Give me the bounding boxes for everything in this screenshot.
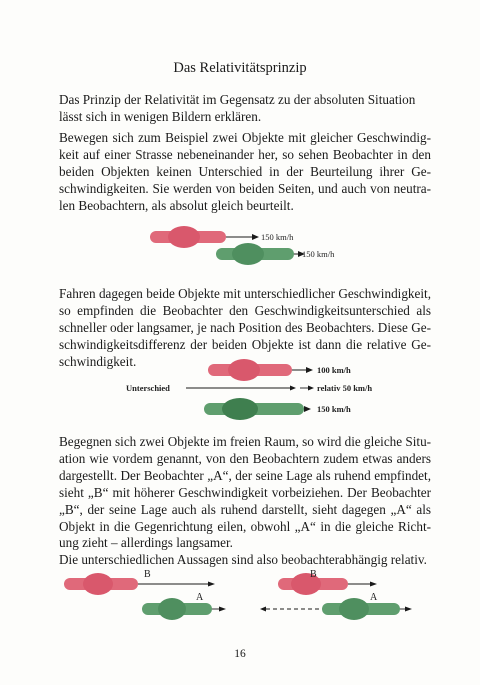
text-line: dargestellt. Der Beobachter „A“, der seine Lage als ruhend empfindet, — [59, 467, 431, 483]
text-line: schwindigkeit. — [59, 353, 137, 369]
text-line: ation wie vordem genannt, von den Beobachtern zudem etwas anders — [59, 450, 431, 466]
arrow-head — [370, 582, 377, 587]
arrow-head — [208, 582, 215, 587]
text-line: schneller oder langsamer, je nach Position des Beobachters. Diese Ge- — [59, 319, 431, 335]
text-line: Die unterschiedlichen Aussagen sind also beobachterabhängig relativ. — [59, 552, 427, 568]
speed-label-red: 100 km/h — [317, 365, 351, 375]
page-title: Das Relativitätsprinzip — [173, 60, 307, 76]
text-line: „B“, der seine Lage auch als ruhend darstellt, sieht dagegen „A“ als — [59, 501, 431, 517]
text-line: keit auf einer Strasse nebeneinander her, so sehen Beobachter in den — [59, 146, 431, 162]
text-line: so empfinden die Beobachter den Geschwindigkeitsunterschied als — [59, 302, 431, 318]
text-line: beiden Objekten keinen Unterschied in der Beurteilung ihrer Ge- — [59, 163, 431, 179]
text-line: schwindigkeitsdifferenz der beiden Objekte ist dann die relative Ge- — [59, 336, 431, 352]
text-line: Begegnen sich zwei Objekte im freien Raum, so wird die gleiche Situ- — [59, 434, 432, 449]
arrow-head — [252, 234, 259, 240]
text-line: sieht „B“ mit höherer Geschwindigkeit vorbeiziehen. Der Beobachter — [59, 484, 431, 500]
green-object — [204, 398, 304, 420]
speed-label-green: 150 km/h — [302, 249, 335, 259]
label-a: A — [370, 592, 378, 603]
page-number: 16 — [234, 648, 246, 660]
arrow-head — [219, 607, 226, 612]
text-line: Fahren dagegen beide Objekte mit unterschiedlicher Geschwindigkeit, — [59, 286, 431, 301]
arrow-head — [260, 607, 266, 612]
figure-relative-speed — [120, 358, 420, 418]
arrow-head — [290, 386, 296, 391]
red-object — [208, 359, 292, 381]
figure-equal-speed — [140, 224, 340, 274]
figure-observer-b — [258, 566, 428, 626]
speed-label-green: 150 km/h — [317, 404, 351, 414]
text-line: Bewegen sich zum Beispiel zwei Objekte mit gleicher Geschwindig- — [59, 130, 431, 145]
paragraph-free-space — [59, 434, 431, 569]
arrow-head — [308, 386, 314, 391]
figure-observer-a — [58, 566, 238, 626]
text-line: lässt sich in wenigen Bildern erklären. — [59, 108, 262, 124]
difference-label: Unterschied — [126, 383, 170, 393]
paragraph-intro — [59, 92, 431, 126]
text-line: ung zieht – allerdings langsamer. — [59, 535, 233, 551]
text-line: schwindigkeiten. Sie werden von beiden Seiten, und auch von neutra- — [59, 180, 431, 196]
paragraph-same-speed — [59, 130, 431, 215]
green-object-a — [322, 598, 400, 620]
arrow-head — [306, 367, 313, 373]
red-object — [150, 226, 226, 248]
speed-label-red: 150 km/h — [261, 232, 294, 242]
arrow-head — [304, 406, 311, 412]
red-object-b — [64, 573, 138, 595]
arrow-head — [405, 607, 412, 612]
text-line: Das Prinzip der Relativität im Gegensatz zu der absoluten Situation — [59, 92, 416, 107]
label-b: B — [310, 569, 317, 580]
text-line: len Beobachtern, als absolut gleich beurteilt. — [59, 197, 294, 213]
relative-speed-label: relativ 50 km/h — [317, 383, 373, 393]
label-a: A — [196, 592, 204, 603]
green-object — [216, 243, 294, 265]
label-b: B — [144, 569, 151, 580]
text-line: Objekt in die Gegenrichtung eilen, obwohl „A“ in die gleiche Richt- — [59, 518, 431, 534]
